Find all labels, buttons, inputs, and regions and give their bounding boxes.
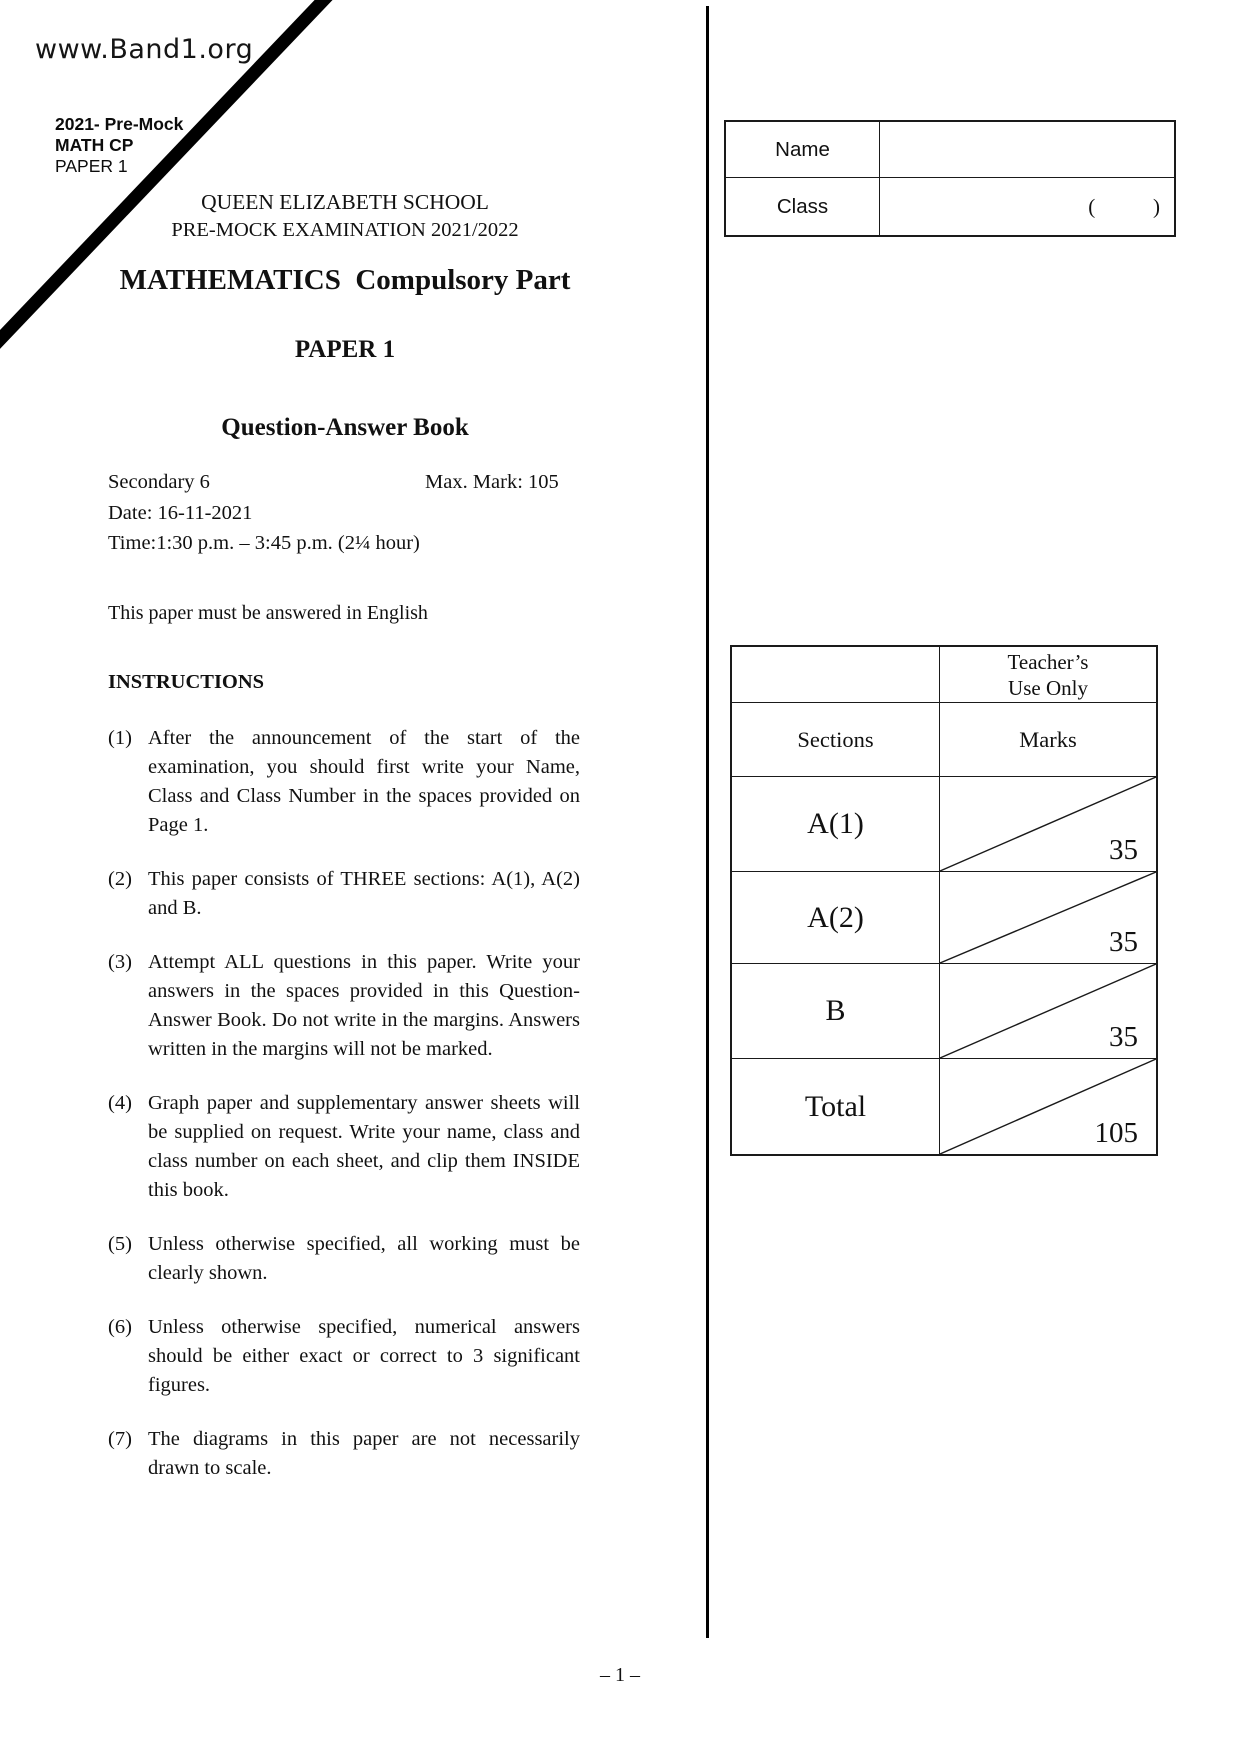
- paper-number: PAPER 1: [294, 336, 396, 363]
- instruction-item: [108, 865, 580, 923]
- section-label: A(2): [807, 900, 864, 934]
- instruction-text: Unless otherwise specified, numerical answers should be either exact or correct to 3 significant figures.: [148, 1316, 580, 1396]
- instruction-number: (3): [108, 951, 132, 973]
- class-label-cell: [726, 178, 880, 235]
- sections-header: Sections: [797, 726, 874, 752]
- section-cell: [732, 872, 940, 964]
- instruction-text: Unless otherwise specified, all working must be clearly shown.: [148, 1233, 580, 1284]
- watermark-url: www.Band1.org: [35, 34, 254, 65]
- marks-header-cell: [940, 703, 1156, 777]
- name-label: Name: [775, 137, 830, 161]
- marks-cell: [940, 777, 1156, 872]
- instructions-list: [108, 724, 580, 1508]
- date-label: Date: 16-11-2021: [108, 502, 253, 524]
- section-label: A(1): [807, 807, 864, 840]
- instructions-title: INSTRUCTIONS: [108, 671, 265, 693]
- instruction-number: (7): [108, 1428, 132, 1450]
- instruction-item: [108, 724, 580, 840]
- instruction-text: Graph paper and supplementary answer sheets will be supplied on request. Write your name, class and class number on each sheet, and clip them INSIDE this book.: [148, 1092, 580, 1201]
- marks-cell: [940, 964, 1156, 1059]
- instruction-number: (2): [108, 868, 132, 890]
- class-number-parens: ( ): [1088, 194, 1160, 218]
- instruction-item: [108, 1313, 580, 1400]
- section-cell: [732, 777, 940, 872]
- marks-value: 35: [1109, 1021, 1138, 1053]
- instruction-item: [108, 948, 580, 1064]
- class-value-cell: [880, 178, 1174, 235]
- instruction-number: (5): [108, 1233, 132, 1255]
- page-number: – 1 –: [600, 1664, 640, 1686]
- instruction-number: (6): [108, 1316, 132, 1338]
- name-value-cell: [880, 122, 1174, 178]
- sections-header-cell: [732, 703, 940, 777]
- section-cell: [732, 1059, 940, 1154]
- book-title: Question-Answer Book: [221, 414, 469, 441]
- time-label: Time:1:30 p.m. – 3:45 p.m. (2¼ hour): [108, 532, 420, 554]
- instruction-text: The diagrams in this paper are not necessarily drawn to scale.: [148, 1428, 580, 1479]
- subject-title: MATHEMATICS Compulsory Part: [119, 264, 571, 296]
- instruction-text: After the announcement of the start of the examination, you should first write your Name, Class and Class Number in the spaces provided on Page 1.: [148, 727, 580, 836]
- marks-table-corner-cell: [732, 647, 940, 703]
- teacher-use-only-header: [940, 647, 1156, 703]
- marks-value: 35: [1109, 834, 1138, 866]
- teacher-header-line1: Teacher’s: [1007, 649, 1089, 674]
- instruction-item: [108, 1425, 580, 1483]
- section-label: Total: [804, 1089, 867, 1123]
- marks-value: 105: [1094, 1117, 1138, 1149]
- instruction-text: Attempt ALL questions in this paper. Write your answers in the spaces provided in this Question-Answer Book. Do not write in the margins. Answers written in the margins will not be marked.: [148, 951, 580, 1060]
- marks-cell: [940, 1059, 1156, 1154]
- level-label: Secondary 6: [108, 471, 210, 493]
- instruction-number: (1): [108, 727, 132, 749]
- marks-value: 35: [1109, 926, 1138, 958]
- paper-code-block: [55, 114, 183, 177]
- max-mark-label: Max. Mark: 105: [425, 471, 559, 493]
- name-class-table: [724, 120, 1176, 237]
- section-cell: [732, 964, 940, 1059]
- marks-header: Marks: [1019, 726, 1077, 752]
- instruction-item: [108, 1230, 580, 1288]
- section-label: B: [825, 994, 846, 1027]
- teacher-marks-table: [730, 645, 1158, 1156]
- instruction-text: This paper consists of THREE sections: A(1), A(2) and B.: [148, 868, 580, 919]
- teacher-header-line2: Use Only: [1008, 675, 1088, 700]
- class-label: Class: [776, 194, 829, 218]
- language-note: This paper must be answered in English: [108, 602, 428, 624]
- vertical-divider-rule: [706, 6, 709, 1638]
- paper-code-line1: 2021- Pre-Mock: [55, 114, 184, 134]
- marks-cell: [940, 872, 1156, 964]
- exam-title: PRE-MOCK EXAMINATION 2021/2022: [171, 219, 519, 241]
- paper-code-line3: PAPER 1: [55, 156, 128, 176]
- paper-code-line2: MATH CP: [55, 135, 134, 155]
- instruction-item: [108, 1089, 580, 1205]
- instruction-number: (4): [108, 1092, 132, 1114]
- name-label-cell: [726, 122, 880, 178]
- school-name: QUEEN ELIZABETH SCHOOL: [201, 190, 489, 214]
